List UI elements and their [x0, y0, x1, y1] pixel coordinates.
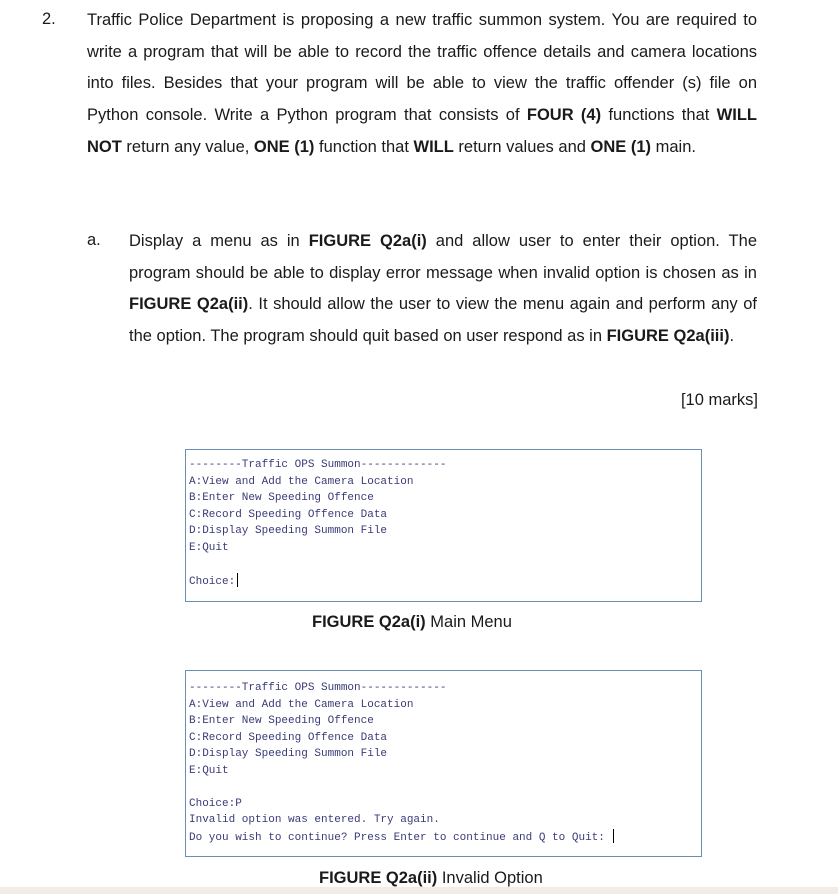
menu-lines	[189, 680, 701, 779]
menu-line: A:View and Add the Camera Location	[189, 475, 414, 488]
menu-line: B:Enter New Speeding Offence	[189, 715, 374, 727]
choice-prompt-line[interactable]	[189, 573, 701, 590]
choice-prompt: Choice:	[189, 575, 236, 588]
text-segment: return values and	[453, 137, 591, 156]
text-segment: functions that	[601, 106, 717, 125]
choice-prompt: Choice:P	[189, 797, 242, 810]
text-segment: return any value,	[121, 137, 254, 156]
emphasis-text: FIGURE Q2a(iii)	[606, 327, 730, 346]
menu-line: E:Quit	[189, 764, 229, 777]
part-a-label: a.	[87, 231, 101, 249]
text-segment: function that	[314, 137, 414, 156]
continue-prompt-line[interactable]	[189, 829, 701, 846]
figure-caption-label: FIGURE Q2a(ii)	[319, 869, 438, 887]
menu-line: A:View and Add the Camera Location	[189, 698, 414, 711]
error-message: Invalid option was entered. Try again.	[189, 814, 440, 826]
menu-line: D:Display Speeding Summon File	[189, 525, 388, 537]
invalid-option-console	[185, 670, 702, 857]
emphasis-text: FIGURE Q2a(ii)	[129, 295, 249, 314]
question-text	[87, 5, 757, 164]
menu-line: C:Record Speeding Offence Data	[189, 731, 388, 744]
continue-prompt: Do you wish to continue? Press Enter to continue and Q to Quit:	[189, 831, 612, 844]
menu-line: D:Display Speeding Summon File	[189, 748, 388, 760]
figure-caption-title: Invalid Option	[437, 869, 543, 887]
page-bottom-strip	[0, 887, 838, 894]
part-a-text	[129, 226, 757, 353]
figure-caption-invalid-option	[319, 869, 543, 888]
figure-caption-title: Main Menu	[425, 613, 512, 631]
text-segment: Traffic Police Department is proposing a new traffic summon system. You are required to write a program that will be able to record the traffic offence details and camera locations into files. Besides that your program will be able to view the traffic offender (s) file on Python console. Write a Python program that consists of	[87, 11, 757, 125]
text-cursor	[613, 829, 614, 843]
text-cursor	[237, 573, 238, 587]
figure-caption-label: FIGURE Q2a(i)	[312, 613, 426, 631]
emphasis-text: FIGURE Q2a(i)	[308, 232, 427, 250]
emphasis-text: ONE (1)	[590, 137, 652, 156]
marks-label: [10 marks]	[680, 391, 758, 409]
menu-line: --------Traffic OPS Summon-------------	[189, 682, 447, 694]
emphasis-text: WILL	[413, 137, 454, 156]
emphasis-text: ONE (1)	[253, 137, 315, 156]
figure-caption-main-menu	[312, 613, 512, 632]
main-menu-console	[185, 449, 702, 602]
text-segment: Display a menu as in	[129, 232, 309, 250]
menu-line: E:Quit	[189, 541, 229, 554]
text-segment: . It should allow the user to view the menu again and perform any of the option. The program should quit based on user respond as in	[129, 295, 757, 346]
emphasis-text: FOUR (4)	[526, 106, 602, 125]
menu-lines	[189, 457, 701, 556]
text-segment: main.	[651, 137, 696, 156]
menu-line: --------Traffic OPS Summon-------------	[189, 459, 447, 471]
question-number: 2.	[42, 10, 56, 28]
menu-line: B:Enter New Speeding Offence	[189, 492, 374, 504]
menu-line: C:Record Speeding Offence Data	[189, 508, 388, 521]
text-segment: .	[729, 327, 735, 346]
text-segment: and allow user to enter their option. The program should be able to display error message when invalid option is chosen as in	[129, 232, 757, 282]
emphasis-text: WILL NOT	[87, 106, 757, 156]
